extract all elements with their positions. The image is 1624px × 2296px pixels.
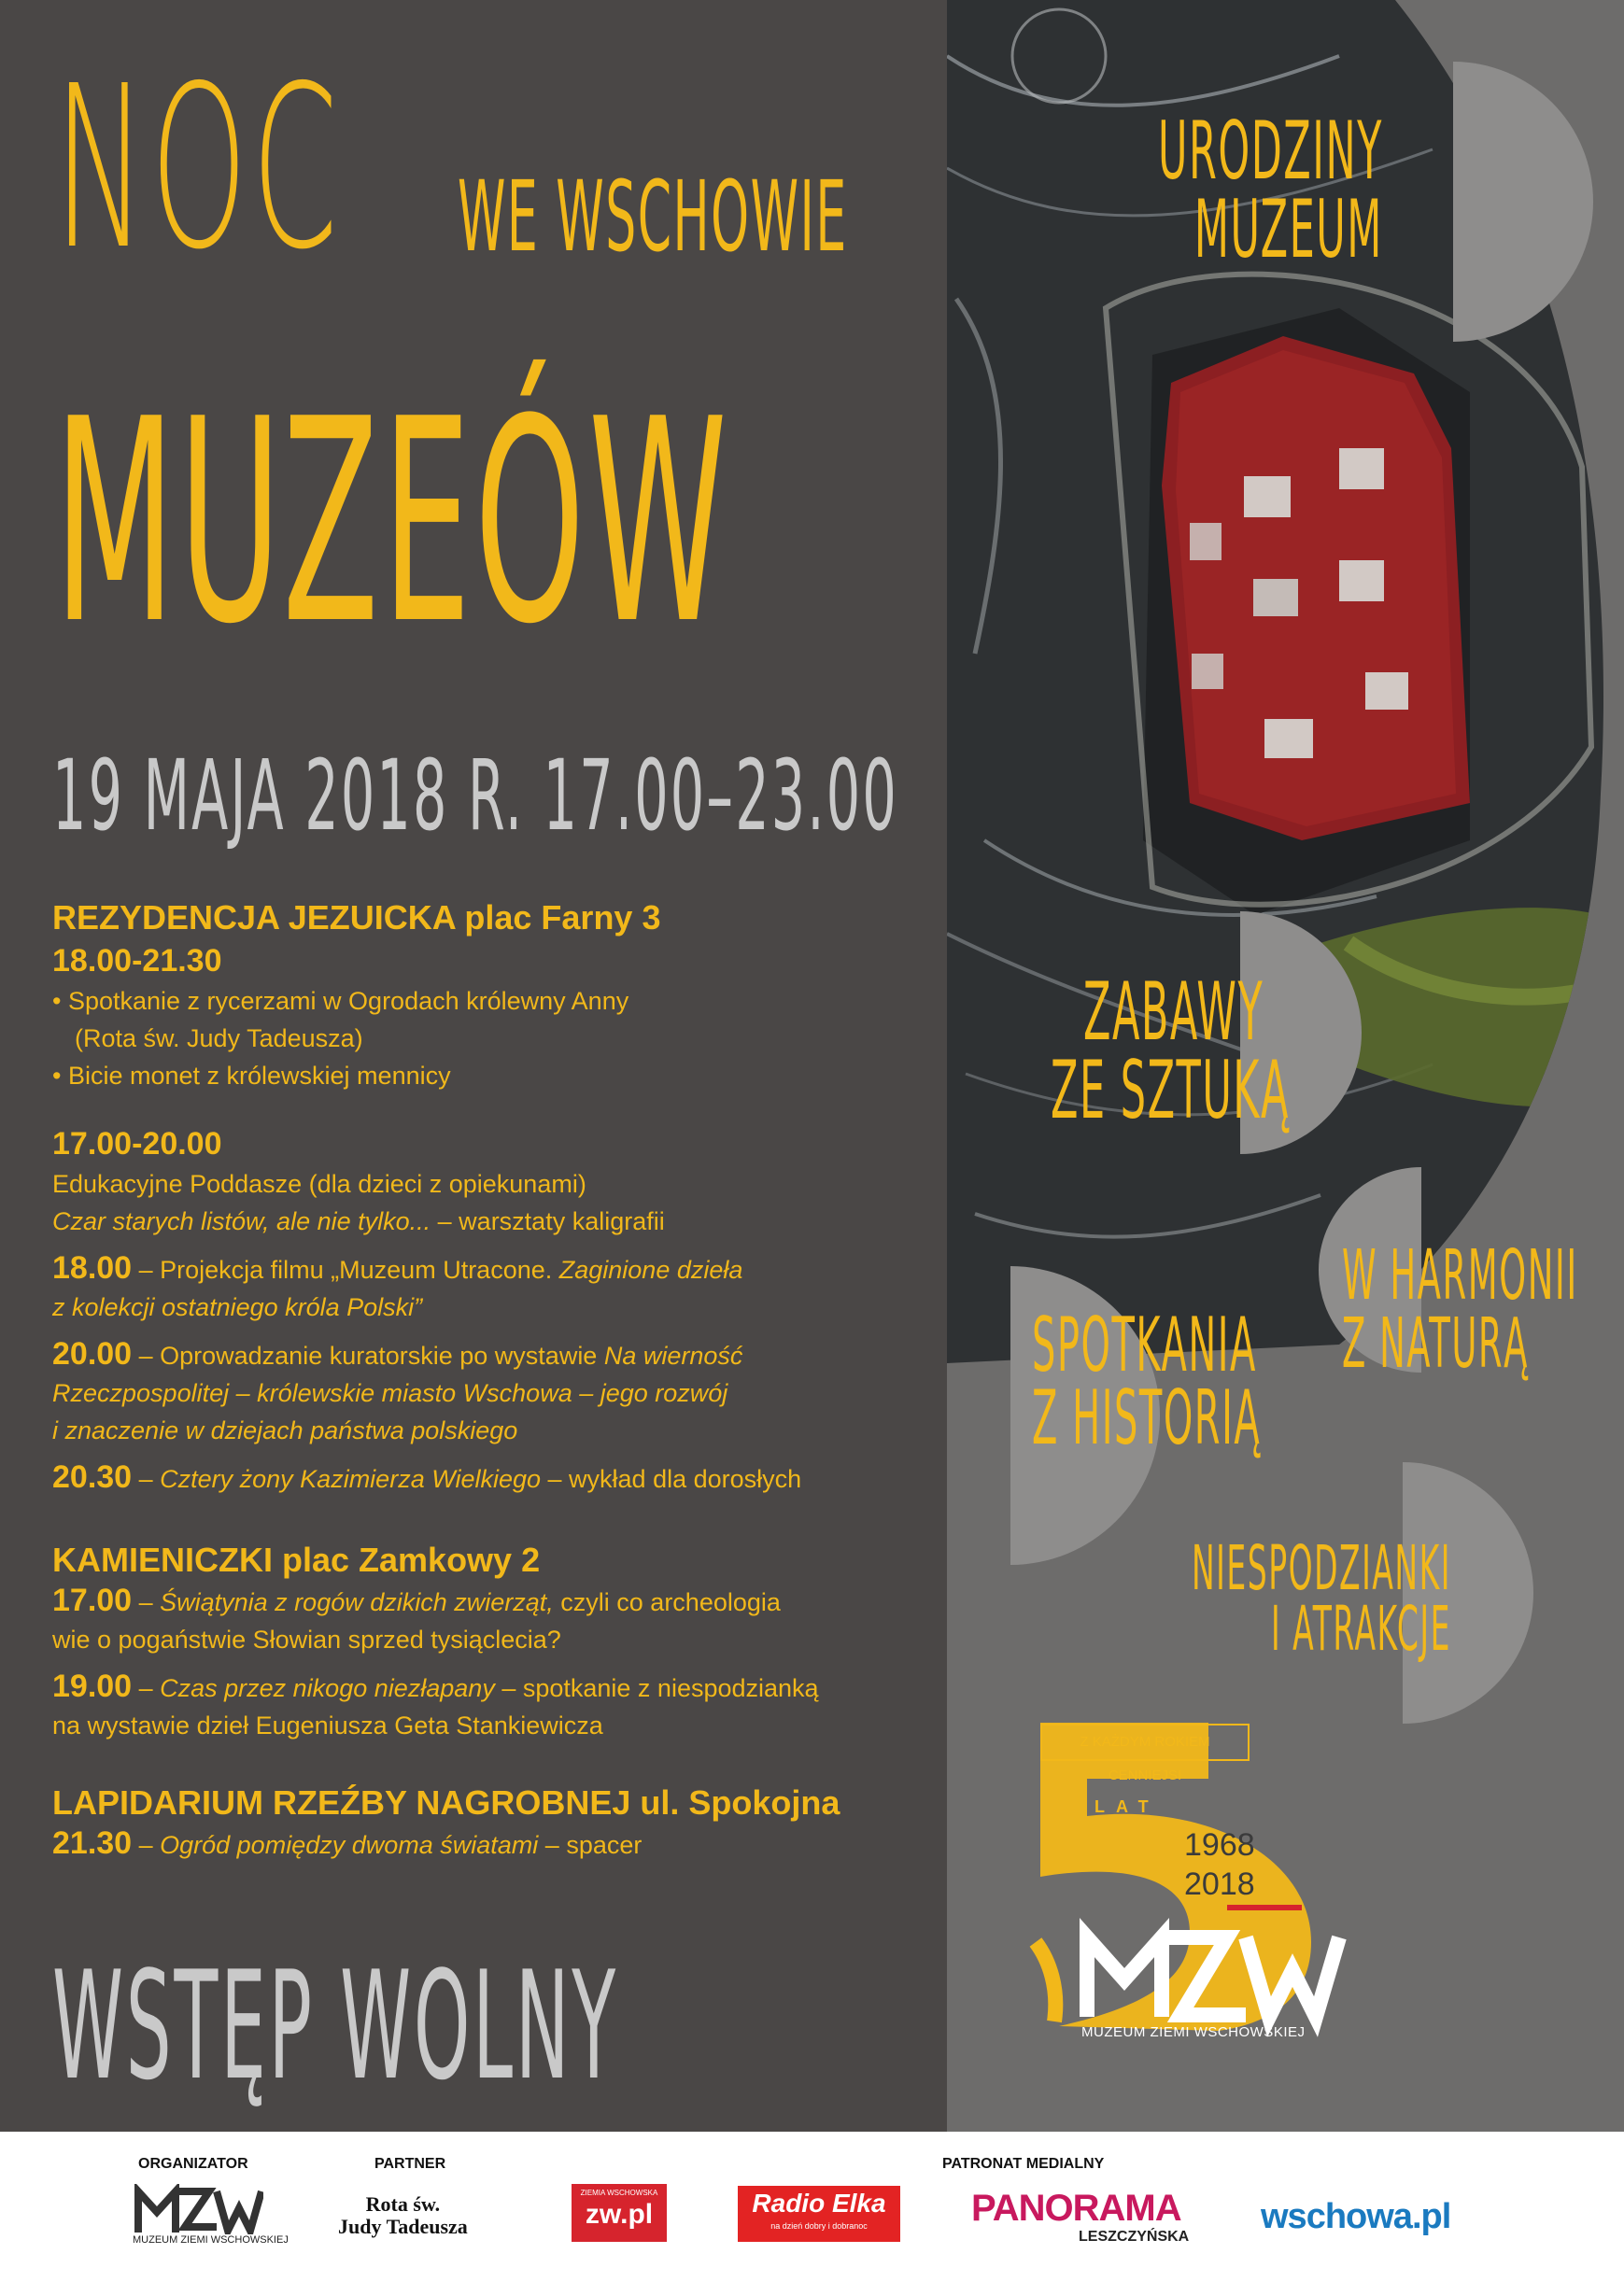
schedule-item: • Bicie monet z królewskiej mennicy xyxy=(52,1062,451,1090)
event-title: Czar starych listów, ale nie tylko... xyxy=(52,1207,431,1235)
schedule-item xyxy=(52,1289,930,1326)
event-title: Rzeczpospolitej – królewskie miasto Wschowa – jego rozwój xyxy=(52,1379,728,1407)
event-title: z kolekcji ostatniego króla Polski” xyxy=(52,1293,423,1321)
event-time: 21.30 xyxy=(52,1825,133,1861)
mzw-footer-caption: MUZEUM ZIEMI WSCHOWSKIEJ xyxy=(133,2234,289,2246)
event-title: Na wierność xyxy=(603,1342,743,1370)
sponsors-footer xyxy=(0,2132,1624,2296)
schedule-item: wie o pogaństwie Słowian sprzed tysiąclecia? xyxy=(52,1626,561,1654)
event-desc: – warsztaty kaligrafii xyxy=(431,1207,665,1235)
event-title: Ogród pomiędzy dwoma światami xyxy=(160,1831,539,1859)
rota-logo: Rota św. Judy Tadeusza xyxy=(338,2192,468,2238)
event-title: Zaginione dzieła xyxy=(558,1256,743,1284)
panorama-logo: PANORAMA xyxy=(971,2188,1181,2229)
time-range-1: 18.00-21.30 xyxy=(52,943,222,979)
organizer-label: ORGANIZATOR xyxy=(138,2156,248,2172)
event-desc: – spotkanie z niespodzianką xyxy=(494,1674,819,1702)
event-time: 20.30 xyxy=(52,1459,133,1495)
event-desc: – Oprowadzanie kuratorskie po wystawie xyxy=(132,1342,604,1370)
anniversary-tagline: Z KAŻDYM ROKIEM CENNIEJSI xyxy=(1040,1724,1250,1761)
event-desc: – Projekcja filmu „Muzeum Utracone. xyxy=(132,1256,559,1284)
title-noc: NOC xyxy=(54,37,343,299)
schedule-item: na wystawie dzieł Eugeniusza Geta Stankiewicza xyxy=(52,1711,603,1740)
free-entry-text: WSTĘP WOLNY xyxy=(52,1938,619,2113)
venue-title-2: KAMIENICZKI plac Zamkowy 2 xyxy=(52,1541,541,1579)
museum-name: MUZEUM ZIEMI WSCHOWSKIEJ xyxy=(1081,2024,1306,2040)
event-title: Czas przez nikogo niezłapany xyxy=(160,1674,495,1702)
event-time: 20.00 xyxy=(52,1336,133,1372)
badge-zabawy: ZABAWY ZE SZTUKĄ xyxy=(1051,965,1290,1138)
event-title: Świątynia z rogów dzikich zwierząt, xyxy=(160,1588,554,1616)
event-time: 18.00 xyxy=(52,1250,133,1286)
zw-logo: ZIEMIA WSCHOWSKA zw.pl xyxy=(572,2184,667,2242)
schedule-item: 17.00 – Świątynia z rogów dzikich zwierząt, czyli co archeologia xyxy=(52,1583,781,1618)
event-time: 19.00 xyxy=(52,1669,133,1704)
media-patronage-label: PATRONAT MEDIALNY xyxy=(942,2156,1105,2172)
time-range-2: 17.00-20.00 xyxy=(52,1126,222,1162)
schedule-item xyxy=(52,1203,930,1240)
schedule-item xyxy=(52,1249,930,1289)
venue-title-1: REZYDENCJA JEZUICKA plac Farny 3 xyxy=(52,898,661,937)
schedule-item: • Spotkanie z rycerzami w Ogrodach królewny Anny xyxy=(52,987,629,1015)
title-subtitle: WE WSCHOWIE xyxy=(458,160,848,274)
badge-harmonia: W HARMONII Z NATURĄ xyxy=(1342,1235,1578,1384)
venue-title-3: LAPIDARIUM RZEŹBY NAGROBNEJ ul. Spokojna xyxy=(52,1783,840,1822)
schedule-item: 21.30 – Ogród pomiędzy dwoma światami – spacer xyxy=(52,1825,643,1861)
badge-urodziny: URODZINY MUZEUM xyxy=(1158,105,1383,277)
event-title: i znaczenie w dziejach państwa polskiego xyxy=(52,1416,518,1444)
schedule-item xyxy=(52,1374,930,1412)
schedule-item: (Rota św. Judy Tadeusza) xyxy=(75,1024,363,1052)
event-date: 19 MAJA 2018 R. 17.00–23.00 xyxy=(52,739,898,852)
schedule-item xyxy=(52,1335,930,1374)
partner-label: PARTNER xyxy=(374,2156,446,2172)
schedule-item: 20.30 – Cztery żony Kazimierza Wielkiego – wykład dla dorosłych xyxy=(52,1459,802,1495)
schedule-item: 19.00 – Czas przez nikogo niezłapany – spotkanie z niespodzianką xyxy=(52,1669,819,1704)
panorama-subtitle: LESZCZYŃSKA xyxy=(1079,2229,1190,2245)
anniversary-lat: LAT xyxy=(1094,1797,1160,1816)
radio-elka-logo: Radio Elka na dzień dobry i dobranoc xyxy=(738,2186,900,2242)
title-muzeow: MUZEÓW xyxy=(54,359,731,685)
event-desc: – spacer xyxy=(538,1831,643,1859)
event-desc: – wykład dla dorosłych xyxy=(541,1465,802,1493)
event-title: Cztery żony Kazimierza Wielkiego xyxy=(160,1465,542,1493)
mzw-footer-logo xyxy=(133,2184,263,2234)
schedule-item: Edukacyjne Poddasze (dla dzieci z opiekunami) xyxy=(52,1170,586,1198)
wschowa-logo: wschowa.pl xyxy=(1261,2197,1451,2236)
event-desc: czyli co archeologia xyxy=(553,1588,781,1616)
event-time: 17.00 xyxy=(52,1583,133,1618)
badge-spotkania: SPOTKANIA Z HISTORIĄ xyxy=(1032,1302,1262,1462)
schedule-item xyxy=(52,1412,930,1449)
badge-niespodzianki: NIESPODZIANKI I ATRAKCJE xyxy=(1192,1532,1451,1665)
schedule xyxy=(52,896,930,1864)
anniversary-years: 1968 2018 xyxy=(1184,1827,1255,1902)
